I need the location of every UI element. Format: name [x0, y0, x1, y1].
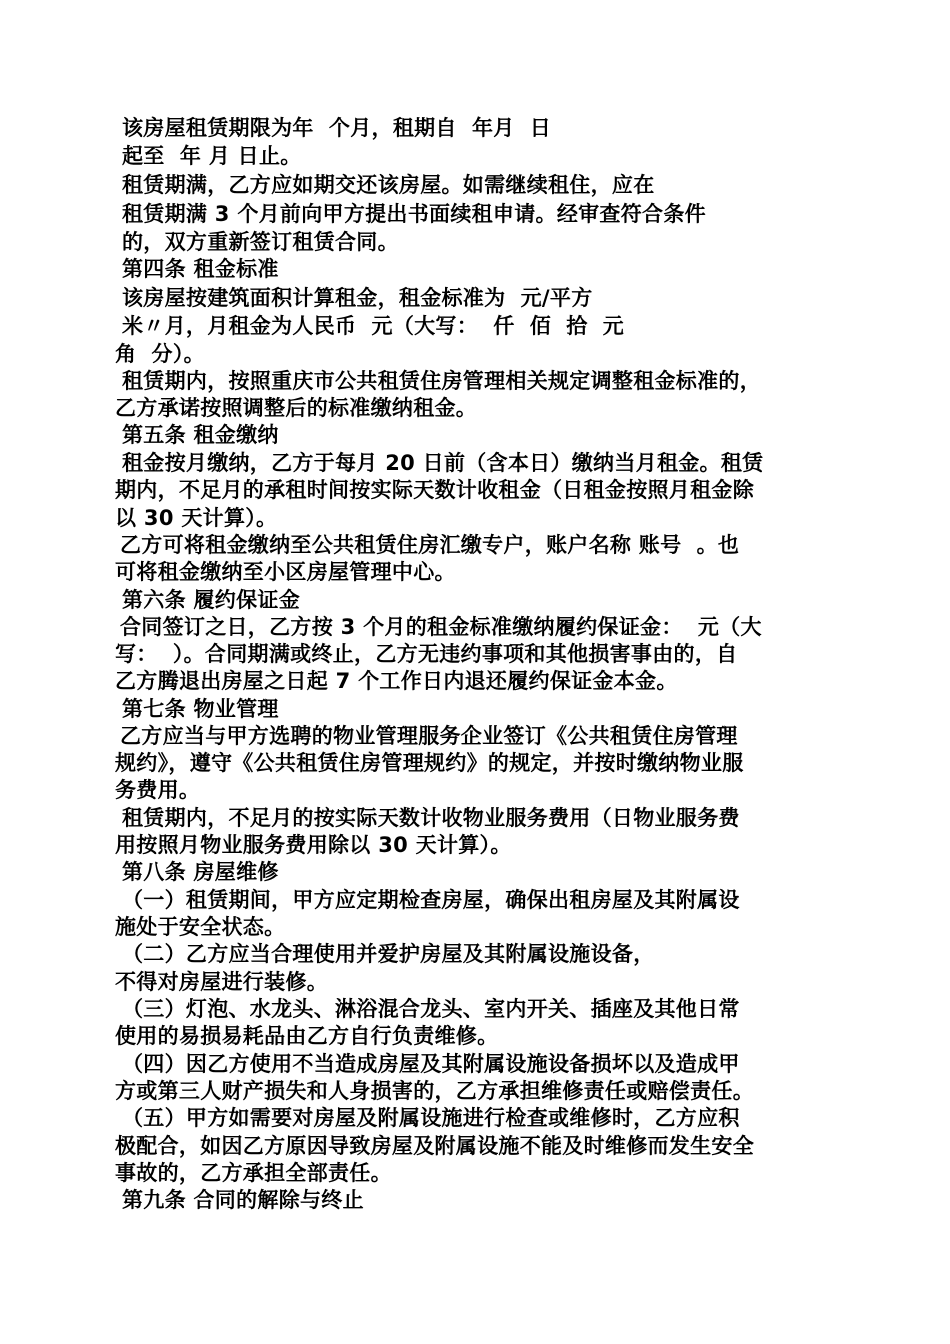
- renewal-line: 的，双方重新签订租赁合同。: [122, 230, 399, 254]
- maintenance-item-4: 方或第三人财产损失和人身损害的，乙方承担维修责任或赔偿责任。: [115, 1079, 754, 1103]
- renewal-line: 租赁期满，乙方应如期交还该房屋。如需继续租住，应在: [122, 173, 655, 197]
- deposit-line: 乙方腾退出房屋之日起 7 个工作日内退还履约保证金本金。: [115, 669, 678, 693]
- rent-standard-line: 角 分）。: [115, 342, 205, 366]
- rent-standard-line: 米〃月，月租金为人民币 元（大写： 仟 佰 拾 元: [122, 314, 625, 338]
- maintenance-item-3: （三）灯泡、水龙头、淋浴混合龙头、室内开关、插座及其他日常: [122, 997, 740, 1021]
- maintenance-item-5: 极配合，如因乙方原因导致房屋及附属设施不能及时维修而发生安全: [115, 1134, 754, 1158]
- property-mgmt-line: 规约》，遵守《公共租赁住房管理规约》的规定，并按时缴纳物业服: [115, 751, 744, 775]
- article-6-heading: 第六条 履约保证金: [122, 588, 301, 612]
- property-mgmt-line: 务费用。: [115, 778, 201, 802]
- rent-account-line: 乙方可将租金缴纳至公共租赁住房汇缴专户，账户名称 账号 。也: [120, 533, 740, 557]
- article-9-heading: 第九条 合同的解除与终止: [122, 1188, 364, 1212]
- maintenance-item-5: 事故的，乙方承担全部责任。: [115, 1161, 392, 1185]
- rent-standard-line: 该房屋按建筑面积计算租金，租金标准为 元/平方: [122, 286, 593, 310]
- property-fee-line: 租赁期内，不足月的按实际天数计收物业服务费用（日物业服务费: [122, 806, 740, 830]
- rent-payment-line: 期内，不足月的承租时间按实际天数计收租金（日租金按照月租金除: [115, 478, 754, 502]
- property-mgmt-line: 乙方应当与甲方选聘的物业管理服务企业签订《公共租赁住房管理: [120, 724, 738, 748]
- article-4-heading: 第四条 租金标准: [122, 257, 279, 281]
- lease-term-line: 该房屋租赁期限为年 个月，租期自 年月 日: [122, 116, 552, 140]
- article-7-heading: 第七条 物业管理: [122, 697, 279, 721]
- rent-payment-line: 以 30 天计算）。: [115, 506, 278, 530]
- article-8-heading: 第八条 房屋维修: [122, 860, 279, 884]
- renewal-line: 租赁期满 3 个月前向甲方提出书面续租申请。经审查符合条件: [122, 202, 706, 226]
- maintenance-item-2: （二）乙方应当合理使用并爱护房屋及其附属设施设备，: [122, 942, 655, 966]
- property-fee-line: 用按照月物业服务费用除以 30 天计算）。: [115, 833, 512, 857]
- maintenance-item-1: 施处于安全状态。: [115, 915, 286, 939]
- maintenance-item-5: （五）甲方如需要对房屋及附属设施进行检查或维修时，乙方应积: [122, 1106, 740, 1130]
- rent-adjust-line: 租赁期内，按照重庆市公共租赁住房管理相关规定调整租金标准的，: [122, 369, 761, 393]
- maintenance-item-1: （一）租赁期间，甲方应定期检查房屋，确保出租房屋及其附属设: [122, 888, 740, 912]
- maintenance-item-3: 使用的易损易耗品由乙方自行负责维修。: [115, 1024, 499, 1048]
- deposit-line: 写： ）。合同期满或终止，乙方无违约事项和其他损害事由的，自: [115, 642, 738, 666]
- article-5-heading: 第五条 租金缴纳: [122, 423, 279, 447]
- lease-term-line: 起至 年 月 日止。: [122, 144, 302, 168]
- rent-payment-line: 租金按月缴纳，乙方于每月 20 日前（含本日）缴纳当月租金。租赁: [122, 451, 764, 475]
- rent-adjust-line: 乙方承诺按照调整后的标准缴纳租金。: [115, 396, 478, 420]
- maintenance-item-4: （四）因乙方使用不当造成房屋及其附属设施设备损坏以及造成甲: [122, 1052, 740, 1076]
- rent-account-line: 可将租金缴纳至小区房屋管理中心。: [115, 560, 456, 584]
- maintenance-item-2: 不得对房屋进行装修。: [115, 970, 328, 994]
- deposit-line: 合同签订之日，乙方按 3 个月的租金标准缴纳履约保证金： 元（大: [120, 615, 762, 639]
